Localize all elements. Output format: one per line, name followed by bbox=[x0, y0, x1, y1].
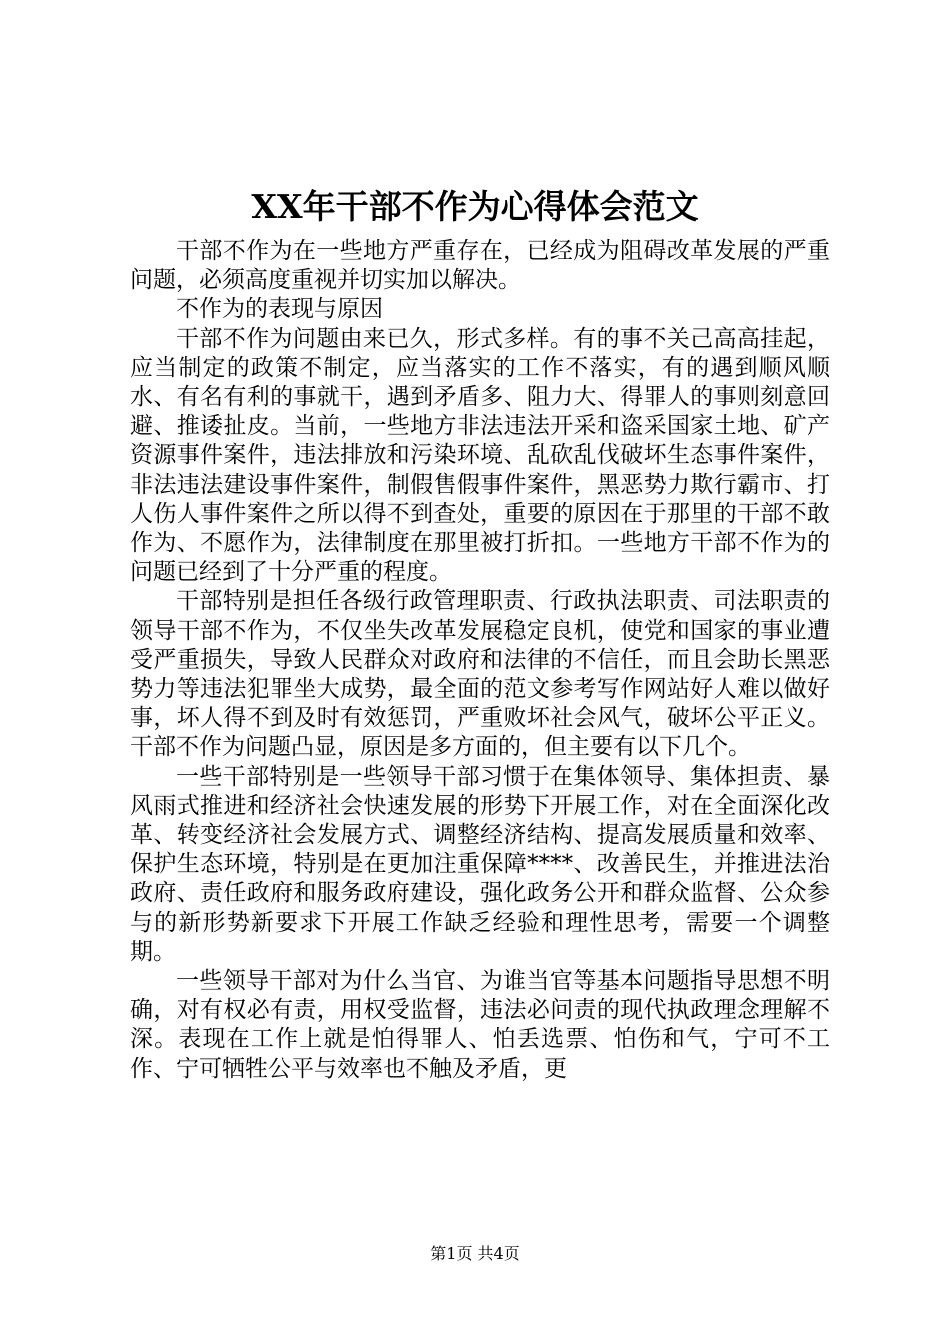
paragraph-impact: 干部特别是担任各级行政管理职责、行政执法职责、司法职责的领导干部不作为，不仅坐失改革发展稳定良机，使党和国家的事业遭受严重损失，导致人民群众对政府和法律的不信任，而且会助长黑恶势力等违法犯罪坐大成势，最全面的范文参考写作网站好人难以做好事，坏人得不到及时有效惩罚，严重败坏社会风气，破坏公平正义。干部不作为问题凸显，原因是多方面的，但主要有以下几个。 bbox=[130, 588, 830, 761]
document-title: XX年干部不作为心得体会范文 bbox=[251, 187, 699, 226]
section-heading: 不作为的表现与原因 bbox=[176, 296, 383, 323]
paragraph-reason-two: 一些领导干部对为什么当官、为谁当官等基本问题指导思想不明确，对有权必有责，用权受监督，违法必问责的现代执政理念理解不深。表现在工作上就是怕得罪人、怕丢选票、怕伤和气，宁可不工作、宁可牺牲公平与效率也不触及矛盾，更 bbox=[130, 968, 830, 1082]
document-body bbox=[130, 237, 830, 1084]
page-footer: 第1页 共4页 bbox=[430, 1244, 520, 1263]
paragraph-reason-one: 一些干部特别是一些领导干部习惯于在集体领导、集体担责、暴风雨式推进和经济社会快速发展的形势下开展工作，对在全面深化改革、转变经济社会发展方式、调整经济结构、提高发展质量和效率、保护生态环境，特别是在更加注重保障****、改善民生，并推进法治政府、责任政府和服务政府建设，强化政务公开和群众监督、公众参与的新形势新要求下开展工作缺乏经验和理性思考，需要一个调整期。 bbox=[130, 763, 830, 965]
paragraph-intro: 干部不作为在一些地方严重存在，已经成为阻碍改革发展的严重问题，必须高度重视并切实加以解决。 bbox=[130, 238, 830, 294]
paragraph-forms: 干部不作为问题由来已久，形式多样。有的事不关己高高挂起，应当制定的政策不制定，应当落实的工作不落实，有的遇到顺风顺水、有名有利的事就干，遇到矛盾多、阻力大、得罪人的事则刻意回避、推诿扯皮。当前，一些地方非法违法开采和盗采国家土地、矿产资源事件案件，违法排放和污染环境、乱砍乱伐破坏生态事件案件，非法违法建设事件案件，制假售假事件案件，黑恶势力欺行霸市、打人伤人事件案件之所以得不到查处，重要的原因在于那里的干部不敢作为、不愿作为，法律制度在那里被打折扣。一些地方干部不作为的问题已经到了十分严重的程度。 bbox=[130, 325, 830, 586]
